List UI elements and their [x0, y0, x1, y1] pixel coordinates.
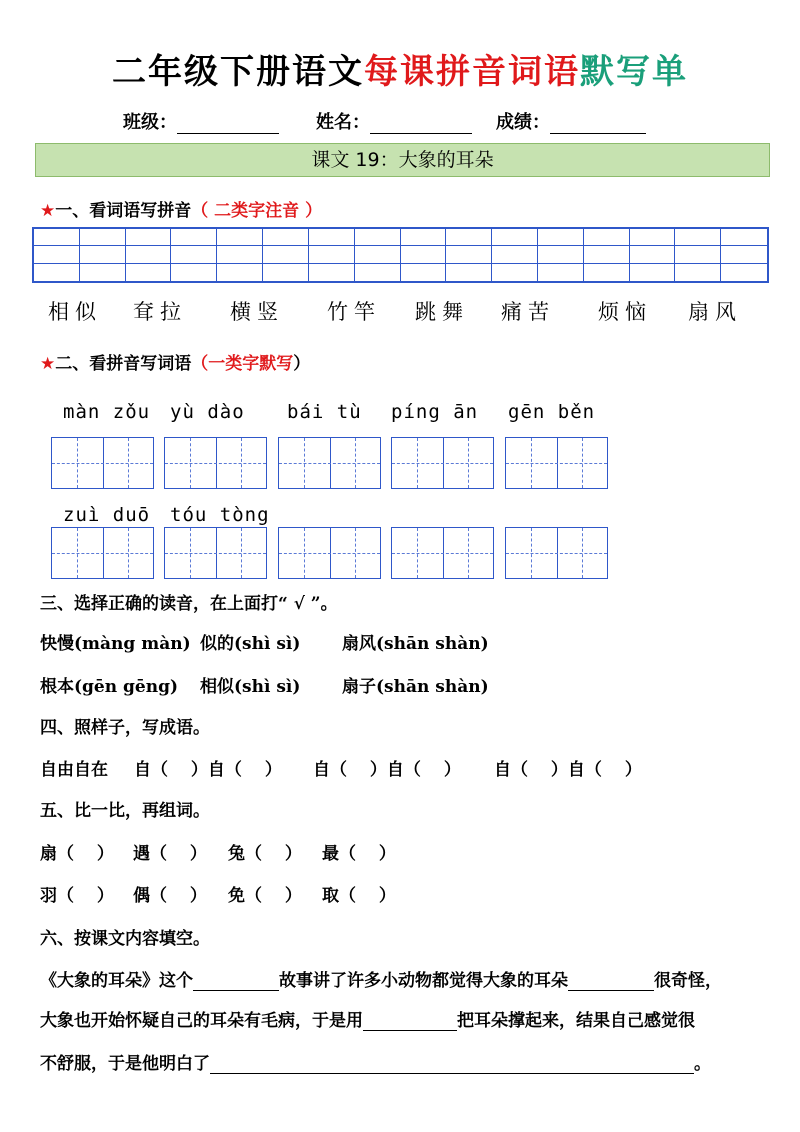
idiom-example: 自由自在 — [40, 760, 108, 780]
grid-cell[interactable] — [630, 246, 676, 263]
fill-line-2 — [40, 1006, 695, 1031]
idiom-blank[interactable]: 自（ ）自（ ） — [134, 760, 282, 780]
fill-blank[interactable] — [568, 970, 654, 991]
fill-text: 很奇怪， — [654, 971, 722, 991]
grid-cell[interactable] — [309, 229, 355, 246]
grid-cell[interactable] — [263, 246, 309, 263]
grid-cell[interactable] — [538, 264, 584, 281]
fill-text: 。 — [694, 1054, 711, 1074]
grid-cell[interactable] — [217, 246, 263, 263]
tianzige-box[interactable] — [391, 527, 494, 579]
idiom-blank[interactable]: 自（ ）自（ ） — [494, 760, 642, 780]
pron-choice[interactable]: 快慢(màng màn) — [40, 634, 191, 654]
score-blank[interactable] — [550, 111, 646, 134]
pron-choice[interactable]: 根本(gēn gēng) — [40, 677, 179, 697]
grid-cell[interactable] — [675, 246, 721, 263]
grid-cell[interactable] — [309, 264, 355, 281]
word-3: 横竖 — [230, 300, 284, 324]
fill-text: 故事讲了许多小动物都觉得大象的耳朵 — [279, 971, 568, 991]
star-icon: ★ — [40, 354, 56, 374]
section1-heading — [40, 196, 322, 221]
section4-title: 四、照样子，写成语。 — [40, 718, 210, 738]
pinyin-4: píng ān — [391, 401, 479, 423]
tianzige-box[interactable] — [391, 437, 494, 489]
grid-cell[interactable] — [355, 246, 401, 263]
grid-cell[interactable] — [584, 264, 630, 281]
star-icon: ★ — [40, 201, 56, 221]
grid-cell[interactable] — [217, 229, 263, 246]
grid-cell[interactable] — [401, 264, 447, 281]
pinyin-5: gēn běn — [508, 401, 596, 423]
pron-choice[interactable]: 相似(shì sì) — [200, 677, 301, 697]
section2-note-close: ） — [293, 354, 311, 374]
grid-cell[interactable] — [263, 264, 309, 281]
grid-cell[interactable] — [401, 246, 447, 263]
word-8: 扇风 — [688, 300, 742, 324]
title-part2: 每课拼音词语 — [364, 52, 580, 92]
grid-cell[interactable] — [721, 229, 767, 246]
grid-cell[interactable] — [721, 264, 767, 281]
pinyin-3: bái tù — [287, 401, 362, 423]
grid-cell[interactable] — [171, 264, 217, 281]
lesson-banner: 课文 19：大象的耳朵 — [35, 143, 770, 177]
grid-cell[interactable] — [171, 246, 217, 263]
tianzige-box[interactable] — [164, 527, 267, 579]
pron-choice[interactable]: 扇子(shān shàn) — [342, 677, 489, 697]
section1-note: （ 二类字注音 ） — [191, 201, 323, 221]
grid-cell[interactable] — [309, 246, 355, 263]
tianzige-box[interactable] — [505, 437, 608, 489]
fill-text: 把耳朵撑起来，结果自己感觉很 — [457, 1011, 695, 1031]
tianzige-box[interactable] — [278, 527, 381, 579]
class-field — [123, 108, 279, 134]
grid-cell[interactable] — [630, 264, 676, 281]
title-part3: 默写单 — [580, 52, 688, 92]
tianzige-box[interactable] — [164, 437, 267, 489]
grid-cell[interactable] — [584, 229, 630, 246]
grid-cell[interactable] — [355, 264, 401, 281]
pinyin-writing-grid[interactable] — [32, 227, 769, 283]
fill-blank[interactable] — [363, 1010, 457, 1031]
pinyin-6: zuì duō — [63, 504, 151, 526]
grid-cell[interactable] — [217, 264, 263, 281]
grid-cell[interactable] — [492, 246, 538, 263]
pinyin-2: yù dào — [170, 401, 245, 423]
grid-cell[interactable] — [80, 229, 126, 246]
name-label: 姓名： — [316, 112, 370, 133]
section3-title: 三、选择正确的读音，在上面打“ √ ”。 — [40, 594, 338, 614]
fill-blank[interactable] — [193, 970, 279, 991]
fill-line-1 — [40, 966, 722, 991]
class-blank[interactable] — [177, 111, 279, 134]
pron-choice[interactable]: 扇风(shān shàn) — [342, 634, 489, 654]
compare-word[interactable]: 免（ ） — [228, 886, 302, 906]
fill-line-3 — [40, 1049, 711, 1074]
grid-cell[interactable] — [538, 246, 584, 263]
tianzige-box[interactable] — [51, 437, 154, 489]
compare-word[interactable]: 遇（ ） — [133, 844, 207, 864]
score-label: 成绩： — [496, 112, 550, 133]
tianzige-box[interactable] — [51, 527, 154, 579]
grid-cell[interactable] — [446, 246, 492, 263]
grid-cell[interactable] — [80, 246, 126, 263]
pinyin-1: màn zǒu — [63, 401, 151, 423]
name-blank[interactable] — [370, 111, 472, 134]
tianzige-box[interactable] — [278, 437, 381, 489]
compare-word[interactable]: 羽（ ） — [40, 886, 114, 906]
page-title — [0, 44, 800, 93]
pinyin-7: tóu tòng — [170, 504, 270, 526]
grid-cell[interactable] — [446, 264, 492, 281]
section6-title: 六、按课文内容填空。 — [40, 929, 210, 949]
word-1: 相似 — [48, 300, 102, 324]
class-label: 班级： — [123, 112, 177, 133]
grid-cell[interactable] — [263, 229, 309, 246]
grid-cell[interactable] — [355, 229, 401, 246]
grid-cell[interactable] — [80, 264, 126, 281]
fill-text: 不舒服，于是他明白了 — [40, 1054, 210, 1074]
title-part1: 二年级下册语文 — [112, 52, 364, 92]
grid-cell[interactable] — [630, 229, 676, 246]
grid-cell[interactable] — [675, 264, 721, 281]
grid-cell[interactable] — [401, 229, 447, 246]
section2-heading — [40, 349, 310, 374]
grid-cell[interactable] — [34, 229, 80, 246]
name-field — [316, 108, 472, 134]
section1-title: 一、看词语写拼音 — [55, 201, 192, 221]
section5-title: 五、比一比，再组词。 — [40, 801, 210, 821]
compare-word[interactable]: 最（ ） — [322, 844, 396, 864]
word-5: 跳舞 — [415, 300, 469, 324]
word-4: 竹竿 — [327, 300, 381, 324]
grid-cell[interactable] — [171, 229, 217, 246]
word-2: 耷拉 — [133, 300, 187, 324]
section2-title: 二、看拼音写词语 — [55, 354, 192, 374]
grid-cell[interactable] — [446, 229, 492, 246]
grid-cell[interactable] — [126, 246, 172, 263]
grid-cell[interactable] — [538, 229, 584, 246]
pron-choice[interactable]: 似的(shì sì) — [200, 634, 301, 654]
compare-word[interactable]: 偶（ ） — [133, 886, 207, 906]
score-field — [496, 108, 646, 134]
idiom-blank[interactable]: 自（ ）自（ ） — [313, 760, 461, 780]
compare-word[interactable]: 扇（ ） — [40, 844, 114, 864]
grid-cell[interactable] — [584, 246, 630, 263]
section2-note: （一类字默写 — [191, 354, 294, 374]
grid-cell[interactable] — [34, 246, 80, 263]
tianzige-box[interactable] — [505, 527, 608, 579]
compare-word[interactable]: 兔（ ） — [228, 844, 302, 864]
grid-cell[interactable] — [126, 264, 172, 281]
fill-text: 大象也开始怀疑自己的耳朵有毛病，于是用 — [40, 1011, 363, 1031]
compare-word[interactable]: 取（ ） — [322, 886, 396, 906]
grid-cell[interactable] — [721, 246, 767, 263]
grid-cell[interactable] — [492, 229, 538, 246]
fill-text: 《大象的耳朵》这个 — [40, 971, 193, 991]
word-7: 烦恼 — [598, 300, 652, 324]
grid-cell[interactable] — [126, 229, 172, 246]
fill-blank[interactable] — [210, 1053, 694, 1074]
grid-cell[interactable] — [34, 264, 80, 281]
grid-cell[interactable] — [492, 264, 538, 281]
word-6: 痛苦 — [501, 300, 555, 324]
grid-cell[interactable] — [675, 229, 721, 246]
